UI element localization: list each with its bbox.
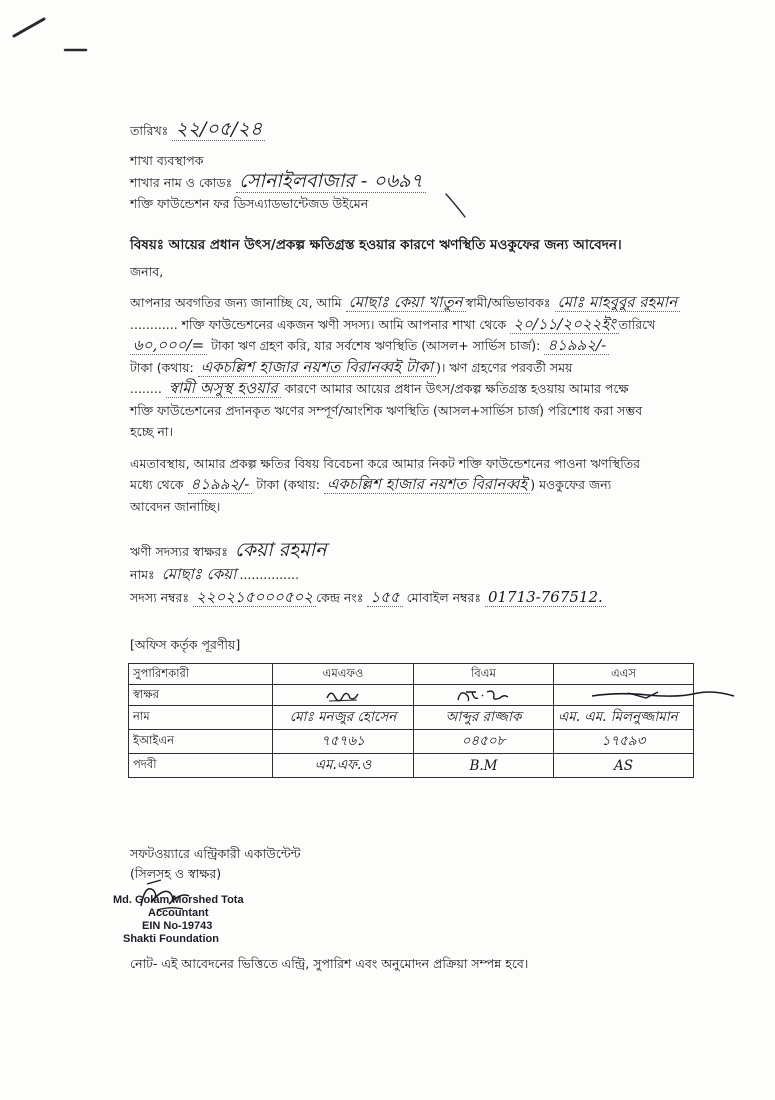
bm-name: আব্দুর রাজ্জাক xyxy=(414,706,554,730)
date-line xyxy=(130,116,715,144)
table-row xyxy=(129,685,694,706)
para1-text-2: স্বামী/অভিভাবকঃ xyxy=(465,295,551,310)
para2-text-4: ) মওকুফের জন্য xyxy=(530,477,612,492)
note-line: নোট- এই আবেদনের ভিত্তিতে এন্ট্রি, সুপারিশ এবং অনুমোদন প্রক্রিয়া সম্পন্ন হবে। xyxy=(130,956,529,971)
stamp-name: Md. Golam Morshed Tota xyxy=(113,894,244,906)
salutation: জনাব, xyxy=(130,264,164,279)
outstanding-amount: ৪১৯৯২/- xyxy=(544,336,609,355)
member-signature: কেয়া রহমান xyxy=(234,539,327,561)
paragraph-1 xyxy=(130,292,715,443)
row-label: নাম xyxy=(129,706,273,730)
member-no: ২২০২১৫০০০৫০২ xyxy=(193,588,316,607)
para1-dots: ........ xyxy=(130,381,162,396)
bm-ein: ০৪৫০৮ xyxy=(414,730,554,754)
branch-line xyxy=(130,171,715,193)
as-signature xyxy=(588,686,738,704)
table-header: এমএফও xyxy=(273,664,414,685)
para1-text-7: )। ঋণ গ্রহণের পরবর্তী সময় xyxy=(436,359,573,375)
para2-text-5: আবেদন জানাচ্ছি। xyxy=(130,498,221,514)
para1-text-6: টাকা (কথায়: xyxy=(130,359,194,375)
damage-reason: স্বামী অসুস্থ হওয়ার xyxy=(166,379,281,398)
branch-value: সোনাইলবাজার - ০৬৯৭ xyxy=(236,170,426,193)
para1-text-4: তারিখে xyxy=(618,316,656,332)
stamp-ein: EIN No-19743 xyxy=(142,920,213,932)
para1-text-5: টাকা ঋণ গ্রহণ করি, যার সর্বশেষ ঋণস্থিতি (আসল+ সার্ভিস চার্জ): xyxy=(211,338,541,353)
table-row xyxy=(129,730,694,754)
table-header: সুপারিশকারী xyxy=(129,664,273,685)
mobile-label: মোবাইল নম্বরঃ xyxy=(406,590,481,605)
paragraph-2 xyxy=(130,453,715,518)
row-label: পদবী xyxy=(129,754,273,778)
loan-amount: ৬০,০০০/= xyxy=(130,336,207,355)
addressee: শাখা ব্যবস্থাপক xyxy=(130,153,204,168)
member-name-dots: ............... xyxy=(239,567,300,582)
member-name: মোছাঃ কেয়া xyxy=(161,565,237,583)
para1-text-9: কারণে আমার আয়ের প্রধান উৎস/প্রকল্প ক্ষতিগ্রস্ত হওয়ায় আমার পক্ষে xyxy=(284,381,629,396)
member-numbers-line xyxy=(130,586,715,609)
row-label: ইআইএন xyxy=(129,730,273,754)
loan-date: ২০/১১/২০২২ইং xyxy=(510,315,618,334)
center-no: ১৫৫ xyxy=(367,588,402,607)
table-header: এএস xyxy=(554,664,694,685)
waiver-amount: ৪১৯৯২/- xyxy=(188,475,253,494)
date-value: ২২/০৫/২৪ xyxy=(172,118,265,141)
table-header: বিএম xyxy=(414,664,554,685)
as-name: এম. এম. মিলনুজ্জামান xyxy=(554,706,694,730)
member-name-label: নামঃ xyxy=(130,567,155,582)
member-no-label: সদস্য নম্বরঃ xyxy=(130,590,190,605)
bm-designation: B.M xyxy=(414,754,554,778)
bm-signature xyxy=(454,686,514,704)
guardian-name: মোঃ মাহবুবুর রহমান xyxy=(555,293,681,312)
accountant-label: সফটওয়্যারে এন্ট্রিকারী একাউন্টেন্ট xyxy=(130,846,301,861)
outstanding-in-words: একচল্লিশ হাজার নয়শত বিরানব্বই টাকা xyxy=(198,358,436,377)
member-signature-line xyxy=(130,539,715,563)
table-header-row xyxy=(129,664,694,685)
top-left-pen-stroke xyxy=(14,19,44,36)
as-designation: AS xyxy=(554,754,694,778)
member-block xyxy=(130,539,715,609)
mfo-signature-cell xyxy=(273,685,414,706)
accountant-block xyxy=(113,844,715,974)
para2-text-1: এমতাবস্থায়, আমার প্রকল্প ক্ষতির বিষয় বিবেচনা করে আমার নিকট শক্তি ফাউন্ডেশনের পাওনা ঋণস্থিতির xyxy=(130,455,641,471)
date-label: তারিখঃ xyxy=(130,123,169,138)
bm-signature-cell xyxy=(414,685,554,706)
mfo-name: মোঃ মনজুর হোসেন xyxy=(273,706,414,730)
para2-text-3: টাকা (কথায়: xyxy=(256,477,320,492)
stamp-designation: Accountant xyxy=(148,907,209,919)
organization-name: শক্তি ফাউন্ডেশন ফর ডিসএ্যাডভান্টেজড উইমেন xyxy=(130,196,369,211)
para1-text-10: শক্তি ফাউন্ডেশনের প্রদানকৃত ঋণের সম্পূর্ণ/আংশিক ঋণস্থিতি (আসল+সার্ভিস চার্জ) পরিশোধ করা সম্ভব xyxy=(130,402,643,418)
para1-text-3: ............ শক্তি ফাউন্ডেশনের একজন ঋণী সদস্য। আমি আপনার শাখা থেকে xyxy=(130,316,507,332)
mfo-ein: ৭৫৭৬১ xyxy=(273,730,414,754)
stamp-organization: Shakti Foundation xyxy=(123,933,219,945)
office-section-title: [অফিস কর্তৃক পূরণীয়] xyxy=(130,637,241,652)
branch-label: শাখার নাম ও কোডঃ xyxy=(130,175,233,190)
as-ein: ১৭৫৯৩ xyxy=(554,730,694,754)
recommendation-table xyxy=(128,663,694,778)
table-row xyxy=(129,754,694,778)
seal-signature-label: (সিলসহ ও স্বাক্ষর) xyxy=(130,866,222,881)
para1-text-11: হচ্ছে না। xyxy=(130,424,173,439)
subject-line: বিষয়ঃ আয়ের প্রধান উৎস/প্রকল্প ক্ষতিগ্রস্ত হওয়ার কারণে ঋণস্থিতি মওকুফের জন্য আবেদন। xyxy=(130,237,622,253)
accountant-stamp xyxy=(113,890,715,954)
as-signature-cell xyxy=(554,685,694,706)
mobile-number: 01713-767512. xyxy=(485,588,606,607)
para2-text-2: মধ্যে থেকে xyxy=(130,477,184,492)
letter-body xyxy=(113,116,715,974)
member-name-line xyxy=(130,563,715,586)
applicant-name: মোছাঃ কেয়া খাতুন xyxy=(346,293,466,312)
table-row xyxy=(129,706,694,730)
member-signature-label: ঋণী সদস্যর স্বাক্ষরঃ xyxy=(130,544,228,559)
row-label: স্বাক্ষর xyxy=(129,685,273,706)
mfo-signature xyxy=(323,686,363,704)
para1-text-1: আপনার অবগতির জন্য জানাচ্ছি যে, আমি xyxy=(130,295,342,310)
waiver-in-words: একচল্লিশ হাজার নয়শত বিরানব্বই xyxy=(324,475,530,494)
mfo-designation: এম.এফ.ও xyxy=(273,754,414,778)
center-no-label: কেন্দ্র নংঃ xyxy=(316,590,364,605)
